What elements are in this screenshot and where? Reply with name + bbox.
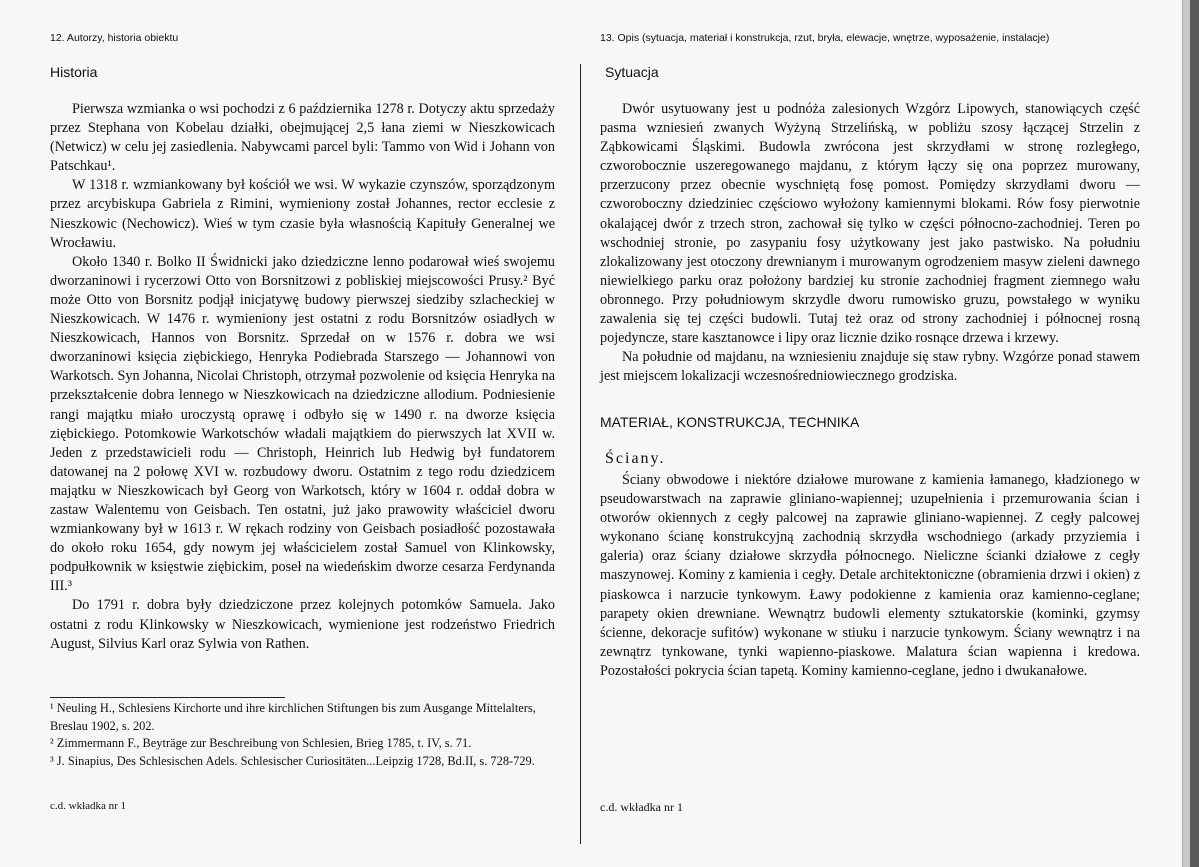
material-heading: MATERIAŁ, KONSTRUKCJA, TECHNIKA — [600, 414, 860, 430]
column-divider — [580, 64, 581, 844]
history-paragraph: Około 1340 r. Bolko II Świdnicki jako dziedziczne lenno podarował wieś swojemu dworzaninowi i rycerzowi Otto von Borsnitzowi z pobliskiej miejscowości Prusy.² Być może Otto von Borsnitz podjął inicjatywę budowy pierwszej siedziby szlacheckiej w Nieszkowicach. W 1476 r. wymieniony jest ostatni z rodu Borsnitzów osiadłych w Nieszkowicach, Hannos von Borsnitz. Sprzedał on w 1576 r. dobra we wsi dworzaninowi księcia ziębickiego, Henryka Podiebrada Starszego — Johannowi von Warkotsch. Syn Johanna, Nicolai Christoph, otrzymał pozwolenie od księcia Henryka na przekształcenie dobra lennego w Nieszkowicach na dziedziczne allodium. Podniesienie rangi majątku miało uroczystą oprawę i odbyło się w 1490 r. na dworze księcia ziębickiego. Potomkowie Warkotschów władali majątkiem do pierwszych lat XVII w. Jeden z przedstawicieli rodu — Christoph, Heinrich lub Hedwig był fundatorem datowanej na 2 połowę XVI w. rozbudowy dworu. Ostatnim z tego rodu dziedzicem majątku w Nieszkowicach był Georg von Warkotsch, który w 1604 r. oddał dobra w zastaw Walentemu von Geisbach. Ten ostatni, już jako prawowity właściciel dworu wzmiankowany był w 1613 r. W rękach rodziny von Geisbach posiadłość pozostawała do około roku 1654, gdy nowym jej właścicielem został Samuel von Klinkowsky, podpułkownik w księstwie ziębickim, poseł na wiedeńskim dworze cesarza Ferdynanda III.³ — [50, 253, 555, 595]
footnote-2: ² Zimmermann F., Beyträge zur Beschreibung von Schlesien, Brieg 1785, t. IV, s. 71. — [50, 736, 472, 750]
history-heading: Historia — [50, 64, 98, 80]
history-paragraph: Pierwsza wzmianka o wsi pochodzi z 6 października 1278 r. Dotyczy aktu sprzedaży przez Stephana von Kobelau działki, obejmującej 2,5 łana ziemi w Nieszkowicach (Netwicz) w celu jej zasiedlenia. Nabywcami parcel byli: Tammo von Wid i Johann von Patschkau¹. — [50, 101, 555, 175]
situation-heading: Sytuacja — [605, 64, 659, 80]
continuation-note-left: c.d. wkładka nr 1 — [50, 800, 127, 812]
situation-text — [600, 100, 1140, 386]
walls-title: Ściany. — [605, 450, 666, 467]
section-header-12: 12. Autorzy, historia obiektu — [50, 32, 179, 44]
walls-text — [600, 471, 1140, 681]
continuation-note-right: c.d. wkładka nr 1 — [600, 800, 683, 814]
history-text — [50, 100, 555, 654]
scan-border — [1190, 0, 1199, 867]
footnotes — [50, 700, 555, 770]
situation-paragraph: Na południe od majdanu, na wzniesieniu znajduje się staw rybny. Wzgórze ponad stawem jest miejscem lokalizacji wczesnośredniowiecznego grodziska. — [600, 349, 1140, 385]
section-header-13: 13. Opis (sytuacja, materiał i konstrukcja, rzut, bryła, elewacje, wnętrze, wyposażenie, instalacje) — [600, 32, 1050, 44]
footnote-3: ³ J. Sinapius, Des Schlesischen Adels. Schlesischer Curiositäten...Leipzig 1728, Bd.II, s. 728-729. — [50, 753, 535, 768]
history-paragraph: W 1318 r. wzmiankowany był kościół we wsi. W wykazie czynszów, sporządzonym przez arcybiskupa Gabriela z Rimini, wymieniony został Johannes, rector ecclesie z Nieszkowic (Nechowicz). Wieś w tym czasie była własnością Kapituły Generalnej we Wrocławiu. — [50, 177, 555, 251]
history-paragraph: Do 1791 r. dobra były dziedziczone przez kolejnych potomków Samuela. Jako ostatni z rodu Klinkowsky w Nieszkowicach, wymienione jest rodzeństwo Friedrich August, Silvius Karl oraz Sylwia von Rathen. — [50, 597, 555, 652]
situation-paragraph: Dwór usytuowany jest u podnóża zalesionych Wzgórz Lipowych, stanowiących część pasma wzniesień zwanych Wyżyną Strzelińską, w pobliżu szosy łączącej Strzelin z Ząbkowicami Śląskimi. Budowla zwrócona jest skrzydłami w stronę rozległego, czworobocznie uszeregowanego majdanu, z którym łączy się ona poprzez murowany, przerzucony przez obecnie wyschniętą fosę pomost. Pomiędzy skrzydłami dworu — czworoboczny dziedziniec częściowo wyłożony kamiennymi blokami. Rów fosy pierwotnie okalającej dwór z trzech stron, zachował się tylko w części północno-zachodniej. Teren po wschodniej stronie, po zasypaniu fosy użytkowany jest jako pastwisko. Na południu zlokalizowany jest otoczony drewnianym i murowanym ogrodzeniem masyw zieleni dawnego niewielkiego parku oraz położony bardziej ku stronie zachodniej fragment ziemnego wału obronnego. Przy południowym skrzydle dworu rumowisko gruzu, powstałego w wyniku zawalenia się tej części budowli. Tutaj też oraz od strony zachodniej i północnej rosną pojedyncze, stare kasztanowce i lipy oraz licznie dziko rosnące drzewa i krzewy. — [600, 101, 1140, 347]
footnote-divider — [50, 697, 285, 698]
walls-paragraph: Ściany obwodowe i niektóre działowe murowane z kamienia łamanego, kładzionego w pseudowarstwach na zaprawie gliniano-wapiennej; uzupełnienia i przemurowania ścian i otworów okiennych z cegły palcowej na zaprawie gliniano-wapiennej. Z cegły palcowej wykonano ścianę konstrukcyjną zachodnią skrzydła wschodniego (arkady przyziemia i galeria) oraz ściany działowe skrzydła północnego. Nieliczne ścianki działowe z cegły maszynowej. Kominy z kamienia i cegły. Detale architektoniczne (obramienia drzwi i okien) z piaskowca i narzucie tynkowym. Ławy podokienne z kamienia oraz kamienno-ceglane; parapety okien drewniane. Wewnątrz budowli elementy sztukatorskie (kominki, gzymsy ścienne, dekoracje sufitów) wykonane w stiuku i narzucie tynkowym. Ściany wewnątrz i na zewnątrz tynkowane, tynki wapienno-piaskowe. Malatura ścian wapienna i kredowa. Pozostałości pokrycia ścian tapetą. Kominy kamienno-ceglane, jedno i dwukanałowe. — [600, 472, 1140, 679]
footnote-1: ¹ Neuling H., Schlesiens Kirchorte und ihre kirchlichen Stiftungen bis zum Ausgange Mittelalters, Breslau 1902, s. 202. — [50, 701, 536, 733]
